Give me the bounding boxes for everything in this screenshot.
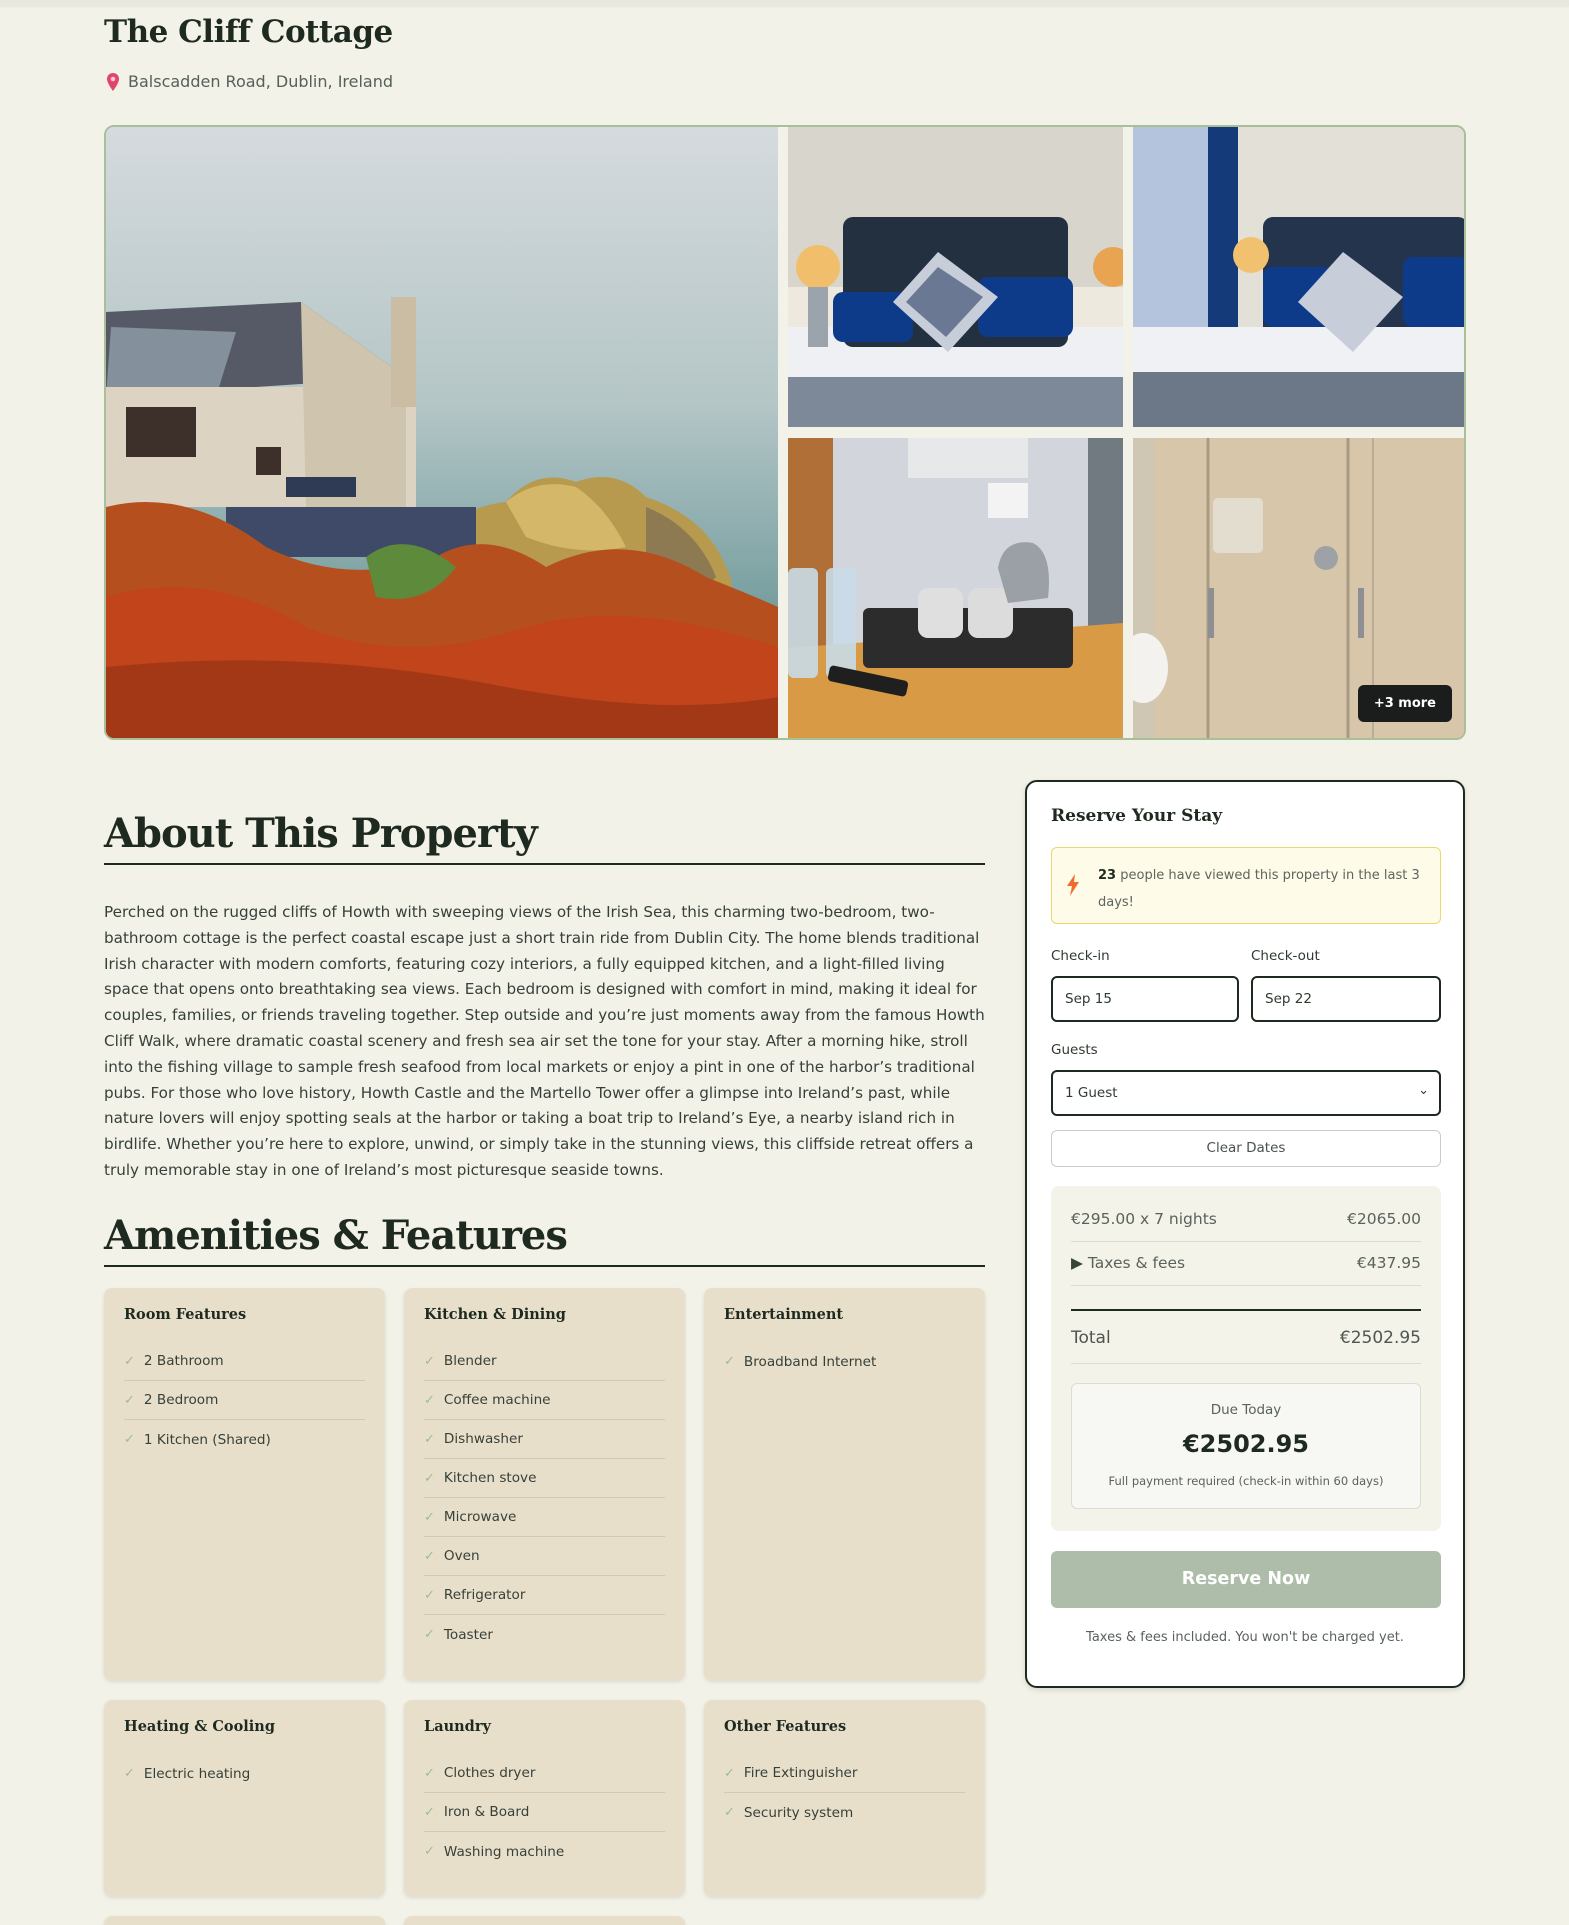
amenity-card-room-features [104, 1288, 385, 1680]
checkout-label: Check-out [1251, 948, 1320, 964]
amenity-item: ✓ Oven [424, 1537, 665, 1576]
guests-label: Guests [1051, 1042, 1098, 1058]
price-breakdown [1051, 1186, 1441, 1531]
nightly-rate-label: €295.00 x 7 nights [1071, 1210, 1217, 1228]
check-icon: ✓ [424, 1844, 435, 1859]
views-alert [1051, 847, 1441, 924]
top-border [0, 0, 1569, 6]
amenity-item: ✓ Clothes dryer [424, 1754, 665, 1793]
amenity-item: ✓ 2 Bathroom [124, 1342, 365, 1381]
amenity-card-title: Heating & Cooling [124, 1718, 275, 1735]
total-amount: €2502.95 [1339, 1328, 1421, 1348]
about-heading-rule [104, 863, 985, 865]
amenity-item: ✓ Toaster [424, 1626, 493, 1643]
clear-dates-button[interactable]: Clear Dates [1051, 1130, 1441, 1167]
amenity-item: ✓ Coffee machine [424, 1381, 665, 1420]
tea-station-image [788, 438, 1123, 738]
amenity-card-title: Entertainment [724, 1306, 844, 1323]
amenity-item: ✓ Fire Extinguisher [724, 1754, 965, 1793]
total-divider [1071, 1309, 1421, 1311]
reserve-panel [1025, 780, 1465, 1688]
taxes-amount: €437.95 [1356, 1254, 1421, 1272]
check-icon: ✓ [424, 1765, 435, 1781]
property-title: The Cliff Cottage [104, 14, 393, 50]
amenity-item: ✓ 1 Kitchen (Shared) [124, 1431, 271, 1448]
guests-value: 1 Guest [1065, 1085, 1118, 1101]
check-icon: ✓ [424, 1353, 435, 1369]
bedroom-2-image [1133, 127, 1466, 427]
due-today-label: Due Today [1210, 1402, 1282, 1418]
check-icon: ✓ [424, 1804, 435, 1820]
amenity-card-kitchen-dining [404, 1288, 685, 1680]
photo-gallery [104, 125, 1466, 740]
check-icon: ✓ [424, 1431, 435, 1447]
checkout-input[interactable]: Sep 22 [1251, 976, 1441, 1022]
about-heading: About This Property [104, 810, 537, 857]
due-today-amount: €2502.95 [1182, 1430, 1309, 1458]
due-today-note: Full payment required (check-in within 60 days) [1108, 1474, 1384, 1488]
check-icon: ✓ [424, 1587, 435, 1603]
total-label: Total [1071, 1328, 1111, 1348]
check-icon: ✓ [424, 1392, 435, 1408]
gallery-tile-bedroom-2[interactable] [1133, 127, 1466, 427]
views-alert-text: 23 people have viewed this property in the last 3 days! [1098, 868, 1420, 910]
lightning-icon [1066, 874, 1080, 896]
amenity-item: ✓ Kitchen stove [424, 1459, 665, 1498]
cliff-cottage-exterior-image [106, 127, 778, 738]
check-icon: ✓ [724, 1805, 735, 1820]
reserve-title: Reserve Your Stay [1051, 806, 1223, 826]
check-icon: ✓ [124, 1432, 135, 1447]
amenity-item: ✓ Iron & Board [424, 1793, 665, 1832]
taxes-toggle[interactable]: ▶ Taxes & fees [1071, 1254, 1186, 1272]
amenity-card-laundry [404, 1700, 685, 1896]
checkin-label: Check-in [1051, 948, 1110, 964]
amenity-item: ✓ Blender [424, 1342, 665, 1381]
amenity-card-title: Other Features [724, 1718, 847, 1735]
amenity-item: ✓ Washing machine [424, 1843, 565, 1860]
amenity-card-entertainment [704, 1288, 985, 1680]
gallery-tile-bedroom-1[interactable] [788, 127, 1123, 427]
check-icon: ✓ [124, 1766, 135, 1781]
amenity-item: ✓ Microwave [424, 1498, 665, 1537]
amenity-item: ✓ Security system [724, 1804, 854, 1821]
check-icon: ✓ [724, 1765, 735, 1781]
amenity-item: ✓ Dishwasher [424, 1420, 665, 1459]
amenity-card-title: Kitchen & Dining [424, 1306, 566, 1323]
caret-right-icon: ▶ [1071, 1254, 1088, 1272]
amenity-item: ✓ Electric heating [124, 1765, 251, 1782]
location-text: Balscadden Road, Dublin, Ireland [128, 72, 394, 91]
check-icon: ✓ [424, 1548, 435, 1564]
checkin-input[interactable]: Sep 15 [1051, 976, 1239, 1022]
nightly-rate-amount: €2065.00 [1347, 1210, 1421, 1228]
gallery-tile-shower[interactable] [1133, 438, 1466, 738]
amenity-item: ✓ Broadband Internet [724, 1353, 877, 1370]
total-row [1071, 1316, 1421, 1364]
nightly-rate-row [1071, 1198, 1421, 1242]
gallery-main-image[interactable] [106, 127, 778, 738]
amenity-card-partial [104, 1916, 385, 1925]
taxes-row[interactable] [1071, 1242, 1421, 1286]
more-photos-button[interactable]: +3 more [1358, 685, 1452, 722]
about-description: Perched on the rugged cliffs of Howth with sweeping views of the Irish Sea, this charming two-bedroom, two-bathroom cottage is the perfect coastal escape just a short train ride from Dublin City. The home blends traditional Irish character with modern comforts, featuring cozy interiors, a fully equipped kitchen, and a light-filled living space that opens onto breathtaking sea views. Each bedroom is designed with comfort in mind, making it ideal for couples, families, or friends traveling together. Step outside and you’re just moments away from the famous Howth Cliff Walk, where dramatic coastal scenery and fresh sea air set the tone for your stay. After a morning hike, stroll into the fishing village to sample fresh seafood from local markets or enjoy a pint in one of the harbor’s traditional pubs. For those who love history, Howth Castle and the Martello Tower offer a glimpse into Ireland’s past, while nature lovers will enjoy spotting seals at the harbor or taking a boat trip to Ireland’s Eye, a nearby island rich in birdlife. Whether you’re here to explore, unwind, or simply take in the stunning views, this cliffside retreat offers a truly memorable stay in one of Ireland’s most picturesque seaside towns. [104, 903, 985, 1179]
amenity-item: ✓ Refrigerator [424, 1576, 665, 1615]
check-icon: ✓ [124, 1353, 135, 1369]
guests-select[interactable] [1051, 1070, 1441, 1116]
check-icon: ✓ [124, 1392, 135, 1408]
amenity-card-heating-cooling [104, 1700, 385, 1896]
bedroom-1-image [788, 127, 1123, 427]
amenity-card-partial [404, 1916, 685, 1925]
check-icon: ✓ [724, 1354, 735, 1369]
reserve-footer-note: Taxes & fees included. You won't be charged yet. [1086, 1630, 1404, 1645]
views-count: 23 [1098, 868, 1117, 883]
gallery-tile-tea-station[interactable] [788, 438, 1123, 738]
check-icon: ✓ [424, 1627, 435, 1642]
property-location [106, 72, 393, 91]
amenity-card-title: Laundry [424, 1718, 491, 1735]
chevron-down-icon: ⌄ [1418, 1083, 1429, 1098]
amenity-card-other-features [704, 1700, 985, 1896]
reserve-now-button[interactable]: Reserve Now [1051, 1551, 1441, 1608]
check-icon: ✓ [424, 1470, 435, 1486]
check-icon: ✓ [424, 1509, 435, 1525]
amenities-heading: Amenities & Features [104, 1212, 567, 1259]
amenity-item: ✓ 2 Bedroom [124, 1381, 365, 1420]
due-today-box [1071, 1383, 1421, 1509]
amenities-heading-rule [104, 1265, 985, 1267]
location-pin-icon [106, 73, 120, 91]
amenity-card-title: Room Features [124, 1306, 247, 1323]
